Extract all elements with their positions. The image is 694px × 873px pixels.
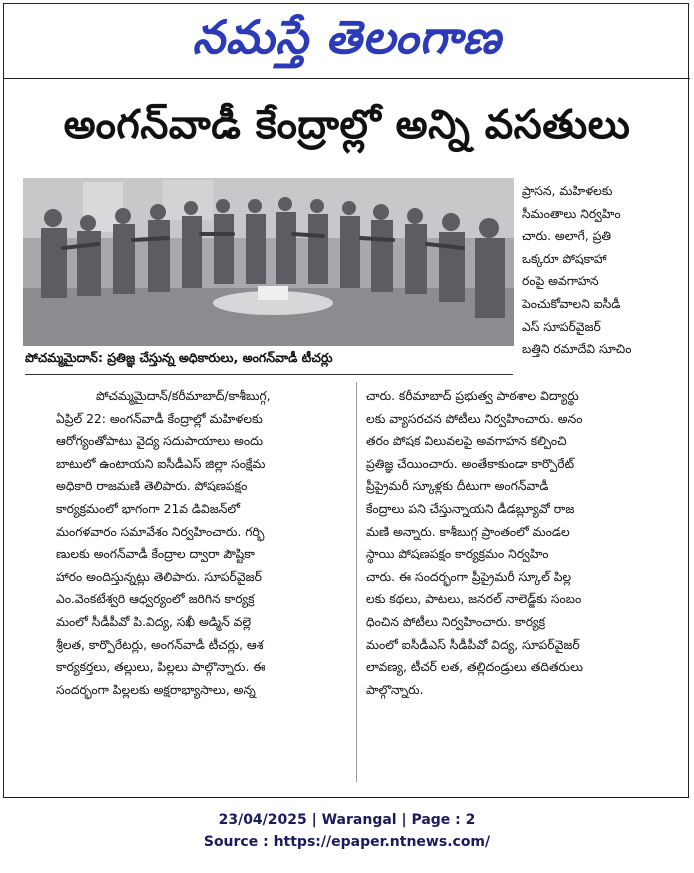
text-line: ఒక్కరూ పోషకాహా — [522, 251, 607, 266]
text-line: పాల్గొన్నారు. — [366, 682, 424, 697]
text-line: లకు వ్యాసరచన పోటీలు నిర్వహించారు. అనం — [366, 411, 583, 426]
article-headline: అంగన్‌వాడీ కేంద్రాల్లో అన్ని వసతులు — [63, 102, 631, 148]
caption-divider — [25, 374, 513, 375]
text-line: లకు కథలు, పాటలు, జనరల్ నాలెడ్జ్‌కు సంబం — [366, 592, 582, 607]
text-line: సందర్భంగా పిల్లలకు అక్షరాభ్యాసాలు, అన్న — [56, 682, 256, 697]
text-line: చారు. ఈ సందర్భంగా ప్రీప్రైమరీ స్కూల్ పిల్ల — [366, 569, 572, 584]
text-line: మణి అన్నారు. కాశీబుగ్గ ప్రాంతంలో మండల — [366, 524, 570, 539]
text-line: హారం అందిస్తున్నట్లు తెలిపారు. సూపర్‌వైజర్ — [56, 569, 262, 584]
photo-caption: పోచమ్మమైదాన్: ప్రతిజ్ఞ చేస్తున్న అధికారులు, అంగన్‌వాడీ టీచర్లు — [25, 350, 333, 365]
text-line: తరం పోషక విలువలపై అవగాహన కల్పించి — [366, 434, 567, 449]
text-line: కేంద్రాలు పని చేస్తున్నాయని డీడబ్ల్యూవో రాజ — [366, 501, 575, 516]
text-line: మంలో ఐసీడీఎస్ సీడీపీవో విద్య, సూపర్‌వైజర్ — [366, 637, 580, 652]
text-line: మంగళవారం సమావేశం నిర్వహించారు. గర్భి — [56, 524, 265, 539]
article-photo — [23, 178, 514, 346]
text-line: శ్రీలత, కార్పొరేటర్లు, అంగన్‌వాడీ టీచర్లు, ఆశ — [56, 637, 264, 652]
text-line: బత్తిని రమాదేవి సూచిం — [522, 342, 632, 357]
column-divider — [356, 382, 357, 782]
masthead-divider — [4, 78, 690, 79]
masthead-title: నమస్తే తెలంగాణ — [192, 10, 502, 64]
pledge-photo-illustration — [23, 178, 514, 346]
article-column-right — [366, 385, 684, 701]
text-line: పెంచుకోవాలని ఐసీడీ — [522, 296, 621, 311]
text-line: ఏప్రిల్ 22: అంగన్‌వాడీ కేంద్రాల్లో మహిళలకు — [56, 411, 263, 426]
text-line: ప్రీప్రైమరీ స్కూళ్లకు దీటుగా అంగన్‌వాడీ — [366, 479, 549, 494]
text-line: కార్యకర్తలు, తల్లులు, పిల్లలు పాల్గొన్నారు. ఈ — [56, 660, 266, 675]
footer-date-edition: 23/04/2025 | Warangal | Page : 2 — [218, 812, 476, 828]
text-line: ఆరోగ్యంతోపాటు వైద్య సదుపాయాలు అందు — [56, 434, 264, 449]
text-line: ప్రతిజ్ఞ చేయించారు. అంతేకాకుండా కార్పొరేట్ — [366, 456, 575, 471]
text-line: చారు. అలాగే, ప్రతి — [522, 229, 611, 244]
text-line: కార్యక్రమంలో భాగంగా 21వ డివిజన్‌లో — [56, 501, 241, 516]
article-column-left — [56, 385, 346, 701]
text-line: ణులకు అంగన్‌వాడీ కేంద్రాల ద్వారా పౌష్టికా — [56, 547, 255, 562]
article-column-right-top — [522, 180, 682, 361]
text-line: ఎం.వెంకటేశ్వరి ఆధ్వర్యంలో జరిగిన కార్యక్ర — [56, 592, 255, 607]
masthead — [4, 4, 690, 76]
text-line: బాటులో ఉంటాయని ఐసీడీఎస్ జిల్లా సంక్షేమ — [56, 456, 266, 471]
text-line: అధికారి రాజమణి తెలిపారు. పోషణపక్షం — [56, 479, 248, 494]
text-line: సీమంతాలు నిర్వహిం — [522, 206, 621, 221]
text-line: స్థాయి పోషణపక్షం కార్యక్రమం నిర్వహిం — [366, 547, 549, 562]
text-line: రంపై అవగాహన — [522, 274, 599, 289]
text-line: లావణ్య, టీచర్ లత, తల్లిదండ్రులు తదితరులు — [366, 660, 584, 675]
text-line: చారు. కరీమాబాద్ ప్రభుత్వ పాఠశాల విద్యార్థు — [366, 389, 579, 403]
text-line: ప్రాసన, మహిళలకు — [522, 184, 613, 198]
text-line: మంలో సీడీపీవో పి.విద్య, సఖీ అడ్మిన్ వల్లె — [56, 614, 252, 629]
footer-source-link[interactable]: Source : https://epaper.ntnews.com/ — [203, 834, 491, 850]
text-line: ఎస్ సూపర్‌వైజర్ — [522, 319, 601, 334]
text-line: ధించిన పోటీలు నిర్వహించారు. కార్యక్ర — [366, 614, 546, 629]
text-line: పోచమ్మమైదాన్/కరీమాబాద్/కాశీబుగ్గ, — [96, 389, 271, 403]
newspaper-clipping — [3, 3, 689, 798]
